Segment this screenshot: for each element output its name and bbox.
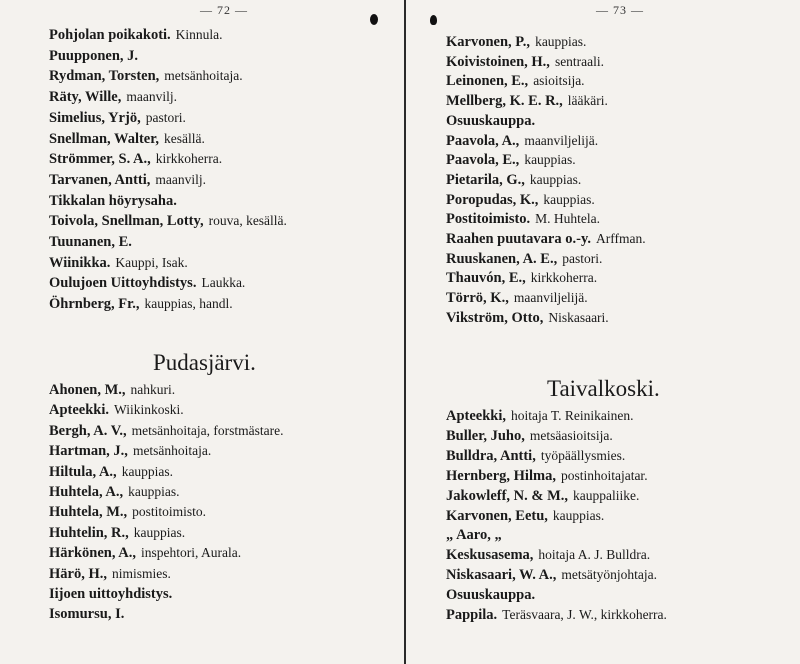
entry-name: Koivistoinen, H., (446, 53, 550, 70)
directory-entry (49, 606, 129, 623)
directory-entry (446, 211, 600, 228)
entry-name: Strömmer, S. A., (49, 151, 151, 168)
entry-description: asioitsija. (533, 73, 585, 89)
entry-name: Thauvón, E., (446, 270, 526, 287)
entry-description: postinhoitajatar. (560, 467, 648, 483)
entry-description: kesällä. (163, 130, 205, 146)
entry-description: Wiikinkoski. (114, 402, 184, 418)
directory-entry (446, 133, 598, 150)
directory-entry (49, 27, 223, 44)
directory-entry (49, 255, 188, 272)
entry-name: Ahonen, M., (49, 382, 126, 398)
entry-name: Tarvanen, Antti, (49, 171, 151, 188)
entry-name: Huhtela, A., (49, 484, 124, 500)
directory-entry (49, 110, 186, 127)
directory-entry (446, 508, 604, 525)
entry-description: sentraali. (554, 53, 605, 69)
entry-name: Huhtela, M., (49, 504, 128, 521)
entry-description: maanviljelijä. (524, 132, 599, 148)
entry-name: Tikkalan höyrysaha. (49, 192, 177, 209)
entry-description: nahkuri. (130, 382, 176, 397)
directory-entry (49, 193, 182, 210)
entry-name: Hartman, J., (49, 443, 128, 460)
entry-description: kauppias, handl. (144, 296, 233, 312)
entry-name: Jakowleff, N. & M., (446, 487, 569, 504)
entry-name: Hiltula, A., (49, 463, 117, 480)
entry-description: metsänhoitaja, forstmästare. (131, 422, 284, 438)
directory-entry (446, 488, 639, 505)
entry-name: Hernberg, Hilma, (446, 467, 556, 484)
entry-name: Rydman, Torsten, (49, 68, 160, 85)
entry-description: kauppaliike. (573, 487, 640, 503)
entry-name: Huhtelin, R., (49, 524, 129, 541)
directory-entry (49, 275, 245, 292)
directory-entry (446, 113, 540, 130)
entry-name: Osuuskauppa. (446, 112, 536, 129)
directory-entry (446, 408, 634, 425)
entry-description: rouva, kesällä. (208, 213, 287, 229)
entry-name: Niskasaari, W. A., (446, 567, 557, 584)
entry-description: pastori. (562, 250, 603, 266)
entry-description: metsätyönjohtaja. (561, 567, 658, 583)
directory-entry (446, 93, 608, 110)
entry-name: Toivola, Snellman, Lotty, (49, 213, 204, 230)
entry-name: Ruuskanen, A. E., (446, 250, 558, 267)
entry-name: Raahen puutavara o.-y. (446, 231, 592, 247)
entry-description: kirkkoherra. (530, 270, 598, 286)
directory-entry (446, 607, 667, 624)
directory-entry (49, 296, 233, 313)
directory-entry (446, 527, 507, 544)
right-page (406, 0, 800, 664)
entry-name: Keskusasema, (446, 547, 534, 564)
entry-description: kauppias. (529, 171, 582, 187)
section-heading: Pudasjärvi. (153, 350, 256, 375)
entry-name: Postitoimisto. (446, 211, 531, 228)
entry-description: maanvilj. (155, 171, 207, 187)
entry-description: työpäällysmies. (540, 447, 626, 463)
entry-description: nimismies. (112, 565, 171, 581)
directory-entry (446, 428, 613, 445)
entry-name: „ Aaro, „ (446, 527, 502, 544)
directory-entry (446, 192, 595, 209)
directory-entry (446, 448, 625, 465)
entry-name: Tuunanen, E. (49, 234, 132, 250)
entry-name: Öhrnberg, Fr., (49, 296, 140, 313)
directory-entry (446, 587, 540, 604)
entry-name: Leinonen, E., (446, 73, 529, 90)
entry-description: kauppias. (535, 34, 587, 49)
entry-name: Pietarila, G., (446, 171, 525, 188)
entry-description: Laukka. (201, 275, 246, 291)
entry-description: M. Huhtela. (535, 211, 601, 227)
binding-hole-icon (370, 14, 378, 25)
entry-name: Pohjolan poikakoti. (49, 27, 171, 43)
directory-entry (446, 34, 586, 51)
directory-entry (49, 566, 171, 583)
entry-name: Vikström, Otto, (446, 309, 544, 326)
directory-entry (49, 464, 173, 481)
directory-entry (446, 73, 585, 90)
directory-entry (49, 525, 185, 542)
directory-entry (49, 213, 287, 230)
entry-name: Mellberg, K. E. R., (446, 93, 563, 110)
entry-name: Törrö, K., (446, 290, 509, 307)
entry-description: maanvilj. (126, 89, 177, 105)
directory-entry (446, 152, 576, 169)
entry-name: Karvonen, P., (446, 34, 531, 50)
page-number-right: — 73 — (596, 3, 644, 17)
directory-entry (446, 231, 646, 248)
entry-description: lääkäri. (567, 93, 608, 109)
entry-description: metsänhoitaja. (132, 443, 212, 459)
entry-description: kauppias. (543, 191, 595, 207)
directory-entry (446, 270, 597, 287)
entry-description: kauppias. (133, 524, 186, 540)
entry-name: Iijoen uittoyhdistys. (49, 586, 173, 602)
entry-description: metsäasioitsija. (529, 427, 613, 443)
directory-entry (446, 172, 581, 189)
entry-name: Härkönen, A., (49, 545, 137, 562)
entry-description: Kauppi, Isak. (115, 254, 188, 270)
entry-description: kirkkoherra. (155, 151, 223, 167)
directory-entry (446, 547, 650, 564)
directory-entry (49, 402, 184, 419)
entry-name: Apteekki. (49, 402, 110, 419)
directory-entry (49, 443, 211, 460)
directory-entry (49, 504, 206, 521)
entry-name: Bulldra, Antti, (446, 447, 536, 464)
entry-description: Teräsvaara, J. W., kirkkoherra. (502, 607, 667, 622)
entry-name: Osuuskauppa. (446, 587, 536, 604)
entry-description: inspehtori, Aurala. (141, 545, 242, 561)
entry-description: kauppias. (552, 507, 605, 523)
directory-entry (49, 586, 177, 603)
entry-name: Snellman, Walter, (49, 130, 159, 147)
entry-name: Paavola, E., (446, 152, 520, 169)
directory-entry (446, 290, 588, 307)
entry-description: maanviljelijä. (513, 290, 588, 306)
entry-name: Simelius, Yrjö, (49, 109, 141, 126)
entry-description: hoitaja T. Reinikainen. (511, 408, 634, 423)
directory-entry (49, 151, 222, 168)
entry-name: Puupponen, J. (49, 47, 139, 64)
entry-description: kauppias. (121, 463, 174, 479)
entry-description: postitoimisto. (132, 504, 207, 520)
directory-entry (49, 484, 180, 501)
entry-name: Räty, Wille, (49, 89, 122, 106)
entry-description: Niskasaari. (548, 309, 609, 325)
entry-name: Wiinikka. (49, 254, 111, 271)
entry-name: Härö, H., (49, 565, 107, 582)
entry-name: Pappila. (446, 607, 498, 623)
directory-entry (49, 68, 243, 85)
entry-description: hoitaja A. J. Bulldra. (538, 547, 651, 563)
page-number-left: — 72 — (200, 3, 248, 17)
entry-description: Arffman. (596, 231, 646, 246)
binding-hole-icon (430, 15, 437, 25)
section-heading: Taivalkoski. (547, 376, 660, 401)
directory-entry (49, 131, 205, 148)
entry-description: Kinnula. (175, 27, 223, 42)
entry-name: Poropudas, K., (446, 191, 539, 208)
directory-entry (49, 234, 137, 251)
directory-entry (446, 567, 657, 584)
entry-description: metsänhoitaja. (164, 68, 243, 84)
entry-name: Buller, Juho, (446, 427, 525, 444)
directory-entry (49, 382, 175, 399)
directory-entry (49, 545, 241, 562)
directory-entry (49, 423, 283, 440)
directory-entry (49, 48, 143, 65)
directory-entry (446, 54, 604, 71)
directory-entry (49, 172, 206, 189)
entry-description: kauppias. (524, 152, 576, 168)
directory-entry (446, 310, 609, 327)
directory-entry (446, 468, 648, 485)
entry-name: Bergh, A. V., (49, 422, 127, 439)
directory-entry (49, 89, 177, 106)
entry-name: Paavola, A., (446, 132, 520, 149)
directory-entry (446, 251, 602, 268)
entry-name: Oulujoen Uittoyhdistys. (49, 275, 197, 292)
entry-description: kauppias. (128, 484, 180, 499)
entry-name: Apteekki, (446, 408, 507, 424)
entry-description: pastori. (145, 109, 186, 125)
entry-name: Isomursu, I. (49, 606, 125, 623)
entry-name: Karvonen, Eetu, (446, 507, 548, 524)
